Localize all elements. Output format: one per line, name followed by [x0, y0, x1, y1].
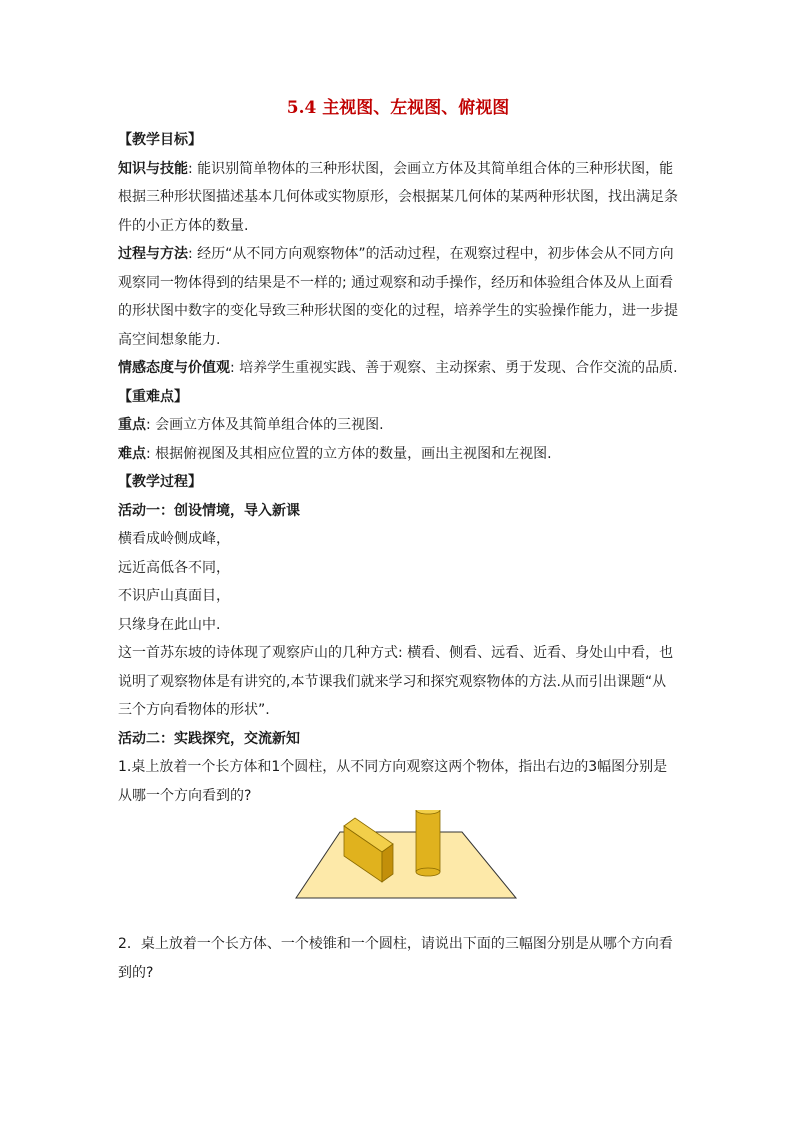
- key-point: [118, 411, 678, 440]
- page-title: 5.4 主视图、左视图、俯视图: [286, 98, 510, 118]
- goal-emotion-label: 情感态度与价值观: [118, 360, 230, 376]
- question-2: 2．桌上放着一个长方体、一个棱锥和一个圆柱，请说出下面的三幅图分别是从哪个方向看到的?: [118, 936, 673, 981]
- goal-process-label: 过程与方法: [118, 246, 188, 262]
- activity1-heading: 活动一：创设情境，导入新课: [118, 502, 300, 519]
- goal-knowledge-label: 知识与技能: [118, 160, 188, 177]
- poem-line: 只缘身在此山中.: [118, 616, 221, 633]
- goal-process: [118, 240, 678, 354]
- section-teaching-process: 【教学过程】: [118, 474, 202, 490]
- key-point-label: 重点: [118, 417, 146, 433]
- hard-point-text: : 根据俯视图及其相应位置的立方体的数量，画出主视图和左视图.: [146, 445, 552, 462]
- poem-line: 远近高低各不同，: [118, 559, 230, 576]
- goal-knowledge: [118, 155, 678, 241]
- goal-process-text: : 经历“从不同方向观察物体”的活动过程，在观察过程中，初步体会从不同方向观察同一物体得到的结果是不一样的; 通过观察和动手操作，经历和体验组合体及从上面看的形状图中数字的变化导致三种形状图的变化的过程，培养学生的实验操作能力，进一步提高空间想象能力.: [118, 246, 678, 348]
- table-surface: [296, 832, 516, 898]
- hard-point: [118, 440, 678, 469]
- goal-emotion: [118, 354, 678, 383]
- poem-line: 横看成岭侧成峰，: [118, 531, 230, 547]
- activity1-text: 这一首苏东坡的诗体现了观察庐山的几种方式: 横看、侧看、远看、近看、身处山中看，也说明了观察物体是有讲究的,本节课我们就来学习和探究观察物体的方法.从而引出课题“从三个方向看物体的形状”.: [118, 645, 674, 718]
- document-page: [118, 96, 678, 987]
- goal-knowledge-text: : 能识别简单物体的三种形状图，会画立方体及其简单组合体的三种形状图，能根据三种形状图描述基本几何体或实物原形，会根据某几何体的某两种形状图，找出满足条件的小正方体的数量.: [118, 160, 678, 234]
- cylinder-body: [416, 810, 440, 872]
- goal-emotion-text: : 培养学生重视实践、善于观察、主动探索、勇于发现、合作交流的品质.: [230, 360, 678, 376]
- hard-point-label: 难点: [118, 445, 146, 462]
- figure-svg: [118, 810, 678, 930]
- section-key-points: 【重难点】: [118, 388, 188, 405]
- figure-table-cuboid-cylinder: [118, 810, 678, 930]
- section-teaching-goals: 【教学目标】: [118, 132, 202, 148]
- activity2-heading: 活动二：实践探究，交流新知: [118, 730, 300, 747]
- key-point-text: : 会画立方体及其简单组合体的三视图.: [146, 417, 384, 433]
- poem-line: 不识庐山真面目，: [118, 588, 230, 604]
- question-1: 1.桌上放着一个长方体和1个圆柱，从不同方向观察这两个物体，指出右边的3幅图分别是从哪一个方向看到的?: [118, 759, 668, 804]
- cylinder-bottom: [416, 868, 440, 876]
